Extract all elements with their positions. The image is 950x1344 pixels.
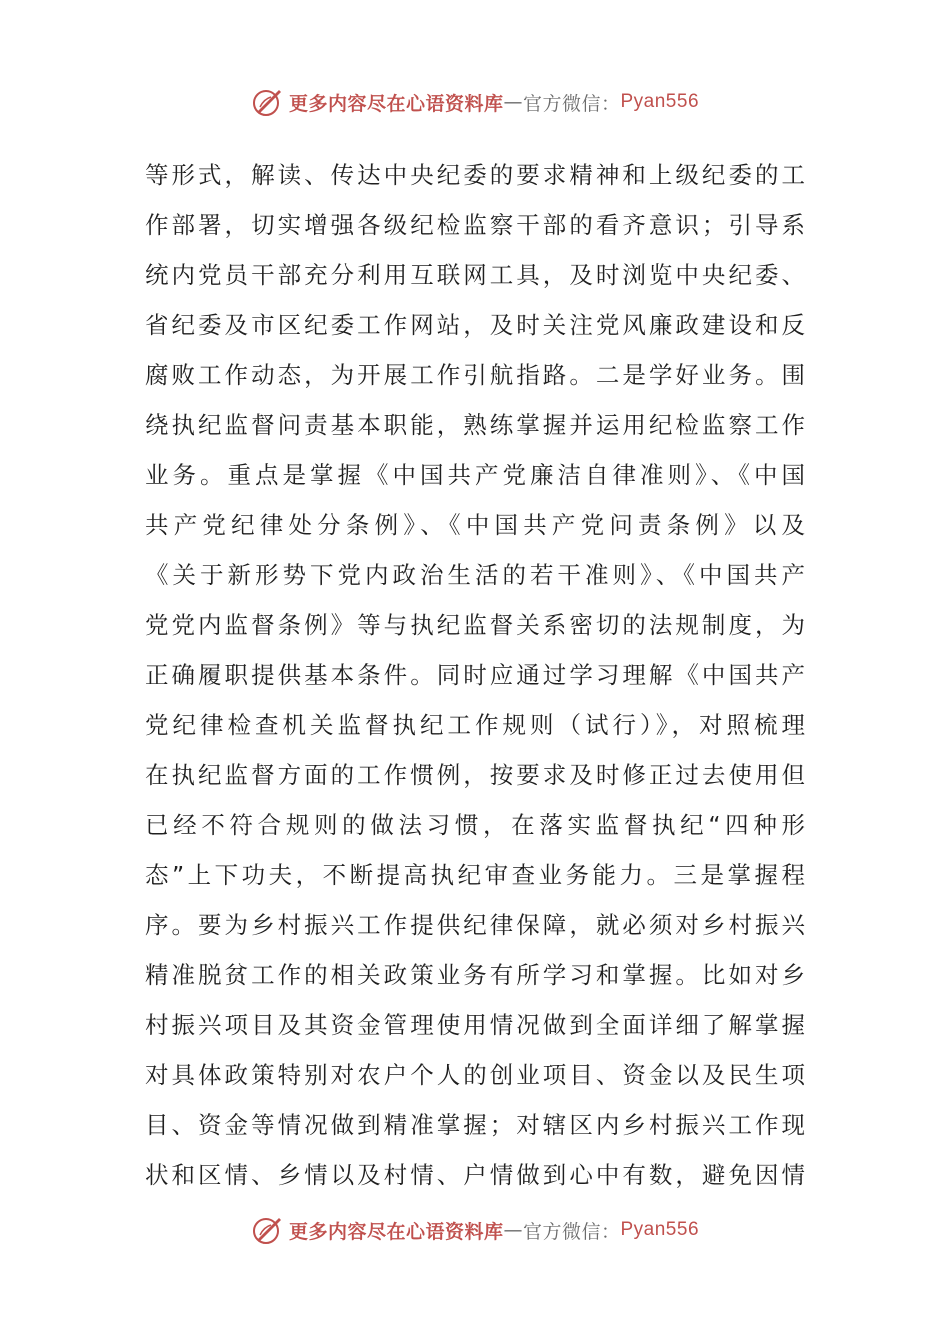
banner-main-text: 更多内容尽在心语资料库 <box>288 1220 504 1243</box>
banner-wechat-label: 官方微信： <box>522 92 621 115</box>
text-line: 在执纪监督方面的工作惯例，按要求及时修正过去使用但 <box>145 761 805 789</box>
text-line: 已经不符合规则的做法习惯，在落实监督执纪“四种形 <box>145 811 805 839</box>
text-line: 共产党纪律处分条例》、《中国共产党问责条例》以及 <box>145 511 805 539</box>
text-line: 状和区情、乡情以及村情、户情做到心中有数，避免因情 <box>145 1161 805 1189</box>
banner-wechat-id: Pyan556 <box>620 91 700 112</box>
banner-main-text: 更多内容尽在心语资料库 <box>288 92 504 115</box>
pen-logo-icon <box>251 1213 285 1247</box>
text-line: 精准脱贫工作的相关政策业务有所学习和掌握。比如对乡 <box>145 961 805 989</box>
text-line: 党纪律检查机关监督执纪工作规则（试行）》，对照梳理 <box>145 711 805 739</box>
banner-wechat-id: Pyan556 <box>620 1219 700 1240</box>
text-line: 对具体政策特别对农户个人的创业项目、资金以及民生项 <box>145 1061 805 1089</box>
text-line: 腐败工作动态，为开展工作引航指路。二是学好业务。围 <box>145 361 805 389</box>
text-line: 《关于新形势下党内政治生活的若干准则》、《中国共产 <box>145 561 805 589</box>
banner-dash: — <box>503 1219 523 1241</box>
text-line: 业务。重点是掌握《中国共产党廉洁自律准则》、《中国 <box>145 461 805 489</box>
header-banner <box>0 82 950 122</box>
text-line: 序。要为乡村振兴工作提供纪律保障，就必须对乡村振兴 <box>145 911 805 939</box>
text-line: 绕执纪监督问责基本职能，熟练掌握并运用纪检监察工作 <box>145 411 805 439</box>
footer-banner <box>0 1210 950 1250</box>
pen-logo-icon <box>251 85 285 119</box>
text-line: 等形式，解读、传达中央纪委的要求精神和上级纪委的工 <box>145 161 805 189</box>
banner-text <box>289 1217 699 1244</box>
text-line: 正确履职提供基本条件。同时应通过学习理解《中国共产 <box>145 661 805 689</box>
banner-dash: — <box>503 91 523 113</box>
text-line: 目、资金等情况做到精准掌握；对辖区内乡村振兴工作现 <box>145 1111 805 1139</box>
document-body <box>145 150 805 1200</box>
text-line: 村振兴项目及其资金管理使用情况做到全面详细了解掌握 <box>145 1011 805 1039</box>
banner-wechat-label: 官方微信： <box>522 1220 621 1243</box>
text-line: 作部署，切实增强各级纪检监察干部的看齐意识；引导系 <box>145 211 805 239</box>
text-line: 统内党员干部充分利用互联网工具，及时浏览中央纪委、 <box>145 261 805 289</box>
text-line: 省纪委及市区纪委工作网站，及时关注党风廉政建设和反 <box>145 311 805 339</box>
text-line: 党党内监督条例》等与执纪监督关系密切的法规制度，为 <box>145 611 805 639</box>
banner-text <box>289 89 699 116</box>
text-line: 态”上下功夫，不断提高执纪审查业务能力。三是掌握程 <box>145 861 805 889</box>
